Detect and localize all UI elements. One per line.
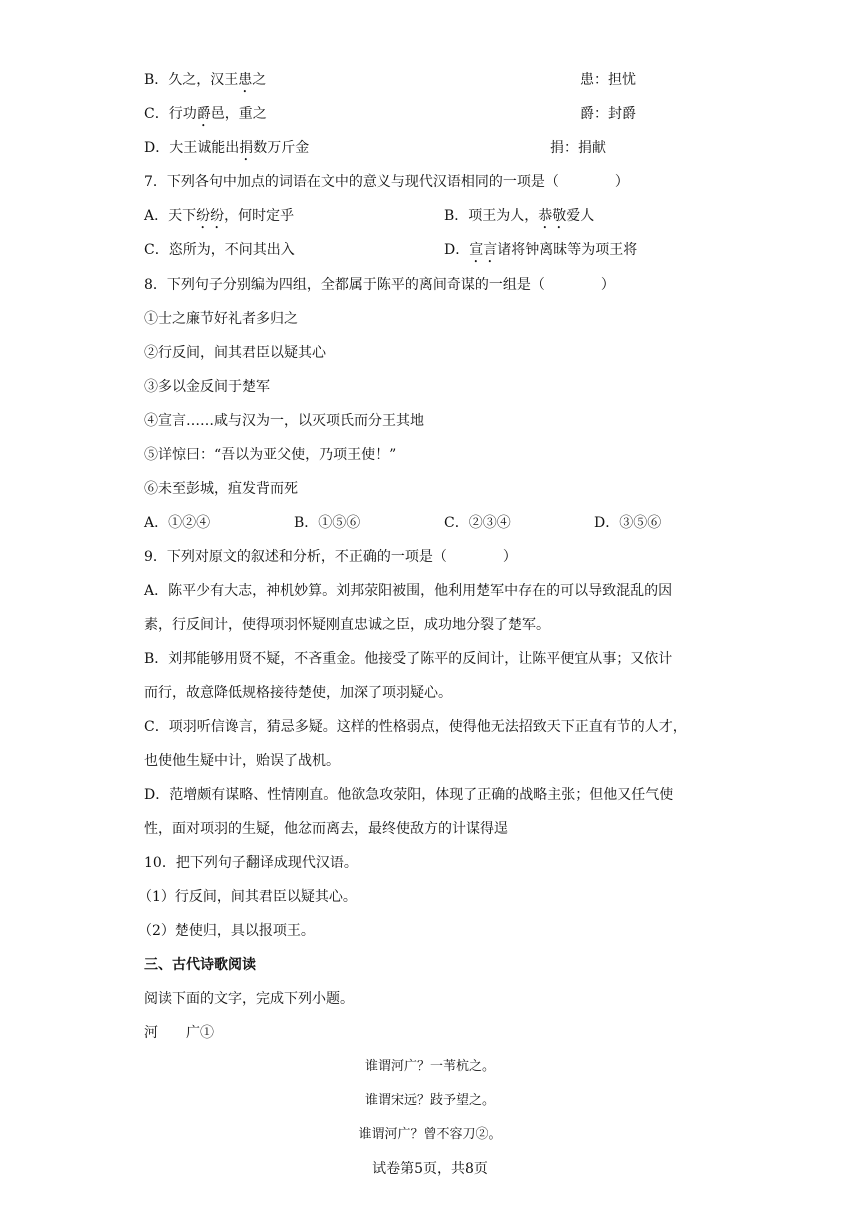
- q9-option-a-line1: A．陈平少有大志，神机妙算。刘邦荥阳被围，他利用楚军中存在的可以导致混乱的因: [144, 583, 673, 599]
- q9-option-d-line1: D．范增颇有谋略、性情刚直。他欲急攻荥阳，体现了正确的战略主张；但他又任气使: [144, 787, 674, 803]
- q7-stem: 7．下列各句中加点的词语在文中的意义与现代汉语相同的一项是（ ）: [144, 174, 629, 190]
- poem-line-3: 谁谓河广？曾不容刀②。: [358, 1127, 502, 1142]
- q9-option-a-line2: 素，行反间计，使得项羽怀疑刚直忠诚之臣，成功地分裂了楚军。: [144, 617, 550, 633]
- q9-stem: 9．下列对原文的叙述和分析，不正确的一项是（ ）: [144, 549, 517, 565]
- q10-stem: 10．把下列句子翻译成现代汉语。: [144, 855, 358, 871]
- section-heading: 三、古代诗歌阅读: [144, 957, 256, 973]
- q9-option-d-line2: 性，面对项羽的生疑，他忿而离去，最终使敌方的计谋得逞: [144, 821, 508, 837]
- q8-option-b: B．①⑤⑥: [294, 515, 361, 531]
- q7-option-c: C．恣所为，不问其出入: [144, 242, 295, 258]
- q6-gloss-d: 捐：捐献: [550, 140, 606, 156]
- q8-item-6: ⑥未至彭城，疽发背而死: [144, 481, 298, 497]
- q8-item-2: ②行反间，间其君臣以疑其心: [144, 345, 326, 361]
- q6-option-d: D．大王诚能出捐数万斤金: [144, 140, 310, 156]
- q7-option-b: B．项王为人，恭敬爱人: [444, 208, 595, 224]
- q10-sentence-1: （1）行反间，间其君臣以疑其心。: [138, 889, 357, 905]
- q8-option-c: C．②③④: [444, 515, 511, 531]
- q6-gloss-b: 患：担忧: [580, 72, 636, 88]
- q9-option-b-line1: B．刘邦能够用贤不疑，不吝重金。他接受了陈平的反间计，让陈平便宜从事；又依计: [144, 651, 673, 667]
- q6-option-b: B．久之，汉王患之: [144, 72, 267, 88]
- q9-option-c-line2: 也使他生疑中计，贻误了战机。: [144, 753, 340, 769]
- poem-title: 河 广①: [144, 1025, 214, 1041]
- q8-stem: 8．下列句子分别编为四组，全都属于陈平的离间奇谋的一组是（ ）: [144, 277, 615, 293]
- q8-item-1: ①士之廉节好礼者多归之: [144, 311, 298, 327]
- q10-sentence-2: （2）楚使归，具以报项王。: [138, 923, 315, 939]
- q9-option-b-line2: 而行，故意降低规格接待楚使，加深了项羽疑心。: [144, 685, 452, 701]
- q6-option-c: C．行功爵邑，重之: [144, 106, 267, 122]
- poem-line-2: 谁谓宋远？跂予望之。: [364, 1093, 495, 1108]
- q9-option-c-line1: C．项羽听信谗言，猜忌多疑。这样的性格弱点，使得他无法招致天下正直有节的人才，: [144, 719, 687, 735]
- q7-option-d: D．宣言诸将钟离昧等为项王将: [444, 242, 638, 258]
- q8-item-5: ⑤详惊曰：“吾以为亚父使，乃项王使！”: [144, 447, 397, 463]
- q8-option-d: D．③⑤⑥: [594, 515, 662, 531]
- poem-line-1: 谁谓河广？一苇杭之。: [364, 1059, 495, 1074]
- q8-option-a: A．①②④: [144, 515, 211, 531]
- q6-gloss-c: 爵：封爵: [580, 106, 636, 122]
- q8-item-4: ④宣言……咸与汉为一，以灭项氏而分王其地: [144, 413, 424, 429]
- q7-option-a: A．天下纷纷，何时定乎: [144, 208, 295, 224]
- section-intro: 阅读下面的文字，完成下列小题。: [144, 991, 354, 1007]
- page-footer: 试卷第5页，共8页: [372, 1161, 488, 1177]
- q8-item-3: ③多以金反间于楚军: [144, 379, 270, 395]
